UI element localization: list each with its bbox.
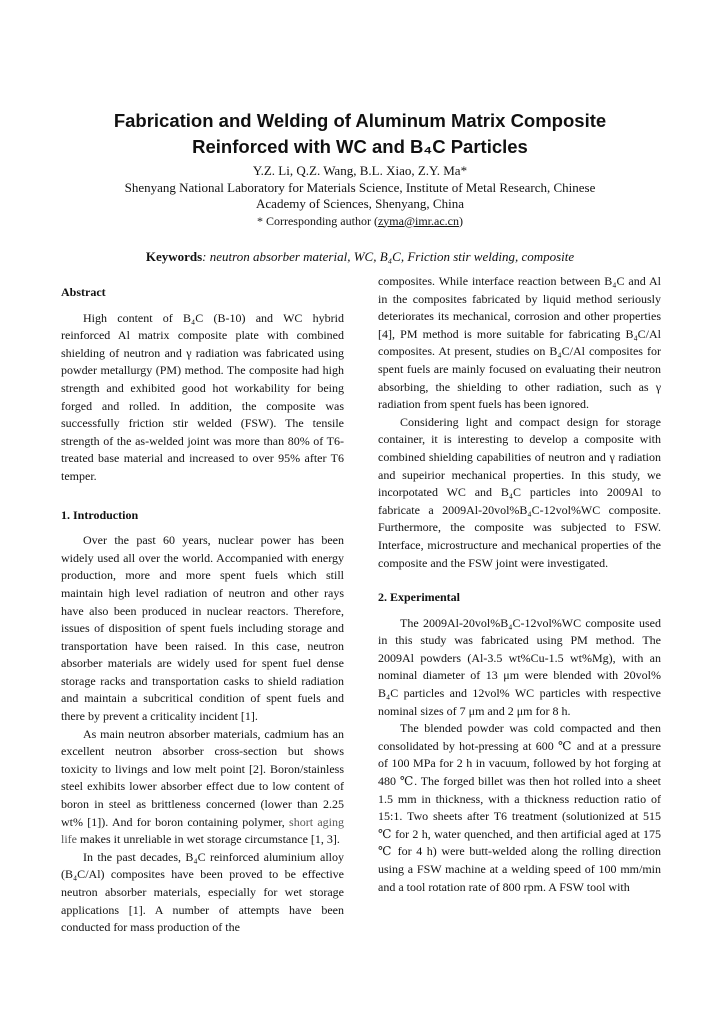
experimental-heading: 2. Experimental [378,590,460,605]
intro-paragraph-1: Over the past 60 years, nuclear power has been widely used all over the world. Accompanied with energy production, more and more spent fuels which still maintain high level radiation of neutron and other rays have also been produced in nuclear reactors. Therefore, issues of disposition of spent fuels including storage and transportation have been raised. In this case, neutron absorber materials are widely used for spent fuel dense storage racks and transportation casks to shield radiation and maintain a subcritical condition of spent fuels and there by prevent a criticality incident [1]. [61,533,344,724]
intro-p2-end: makes it unreliable in wet storage circumstance [1, 3]. [77,832,340,847]
introduction-heading: 1. Introduction [61,507,139,522]
author-names: Y.Z. Li, Q.Z. Wang, B.L. Xiao, Z.Y. Ma* [252,163,468,178]
corresponding-author [60,213,660,230]
intro-p2-text: As main neutron absorber materials, cadmium has an excellent neutron absorber cross-section but shows toxicity to livings and low melt point [2]. Boron/stainless steel exhibits lower absorber effect due to low content of boron in steel as brittleness concerned (lower than 2.25 wt% [1]). And for boron containing polymer, [61,726,344,829]
abstract-paragraph: High content of B₄C (B-10) and WC hybrid reinforced Al matrix composite plate with combined shielding of neutron and γ radiation was fabricated using powder metallurgy (PM) method. The composite had high strength and exhibited good hot workability for being forged and rolled. In addition, the composite was successfully friction stir welded (FSW). The tensile strength of the as-welded joint was more than 80% of T6-treated base material and increased to over 95% after T6 temper. [61,310,344,483]
right-column [378,273,661,896]
affiliation-line-1: Shenyang National Laboratory for Materials Science, Institute of Metal Research, Chinese [124,179,596,195]
keywords-label: Keywords [145,249,203,264]
title-line-2: Reinforced with WC and B₄C Particles [192,136,528,157]
left-column [61,276,344,937]
keywords-text: : neutron absorber material, WC, B₄C, Friction stir welding, composite [202,249,575,264]
right-paragraph-1: composites. While interface reaction between B₄C and Al in the composites fabricated by liquid method seriously deteriorates its mechanical, corrosion and other properties [4], PM method is more suitable for fabricating B₄C/Al composites. At present, studies on B₄C/Al composites for spent fuels are mainly focused on evaluating their neutron absorbing, the shielding to other radiation, such as γ radiation from spent fuels has been ignored. [378,274,661,412]
author-block [60,163,660,229]
abstract-heading: Abstract [61,285,106,299]
corresponding-email-link[interactable]: zyma@imr.ac.cn [377,213,459,228]
experimental-paragraph-1: The 2009Al-20vol%B₄C-12vol%WC composite used in this study was fabricated using PM method. The 2009Al powders (Al-3.5 wt%Cu-1.5 wt%Mg), with an nominal diameter of 13 μm were blended with 20vol% B₄C particles and 12vol% WC particles with respective nominal sizes of 7 μm and 2 μm for 8 h. [378,615,661,718]
right-paragraph-2: Considering light and compact design for storage container, it is interesting to develop a composite with combined shielding capabilities of neutron and γ radiation and supeirior mechanical properties. In this study, we incorpotated WC and B₄C particles into 2009Al to fabricate a 2009Al-20vol%B₄C-12vol%WC composite. Furthermore, the composite was subjected to FSW. Interface, microstructure and mechanical properties of the composite and the FSW joint were investigated. [378,414,661,570]
corresponding-suffix: ) [459,213,463,228]
affiliation-line-2: Academy of Sciences, Shenyang, China [256,196,464,211]
keywords-line [60,249,660,265]
intro-paragraph-3: In the past decades, B₄C reinforced aluminium alloy (B₄C/Al) composites have been proved to be effective neutron absorber materials, especially for wet storage applications [1]. A number of attempts have been conducted for mass production of the [61,849,344,935]
paper-title [60,108,660,160]
intro-p2-highlight: short aging life [61,814,344,847]
title-line-1: Fabrication and Welding of Aluminum Matrix Composite [113,110,607,131]
experimental-paragraph-2: The blended powder was cold compacted and then consolidated by hot-pressing at 600 ℃ and at a pressure of 100 MPa for 2 h in vacuum, followed by hot forging at 480 ℃. The forged billet was then hot rolled into a sheet 1.5 mm in thickness, with a thickness reduction ratio of 15:1. Two sheets after T6 treatment (solutionized at 515 ℃ for 2 h, water quenched, and then artificial aged at 175 ℃ for 4 h) were butt-welded along the rolling direction using a FSW machine at a welding speed of 100 mm/min and a tool rotation rate of 800 rpm. A FSW tool with [378,721,661,894]
corresponding-prefix: * Corresponding author ( [256,213,378,228]
intro-paragraph-2 [61,726,344,849]
